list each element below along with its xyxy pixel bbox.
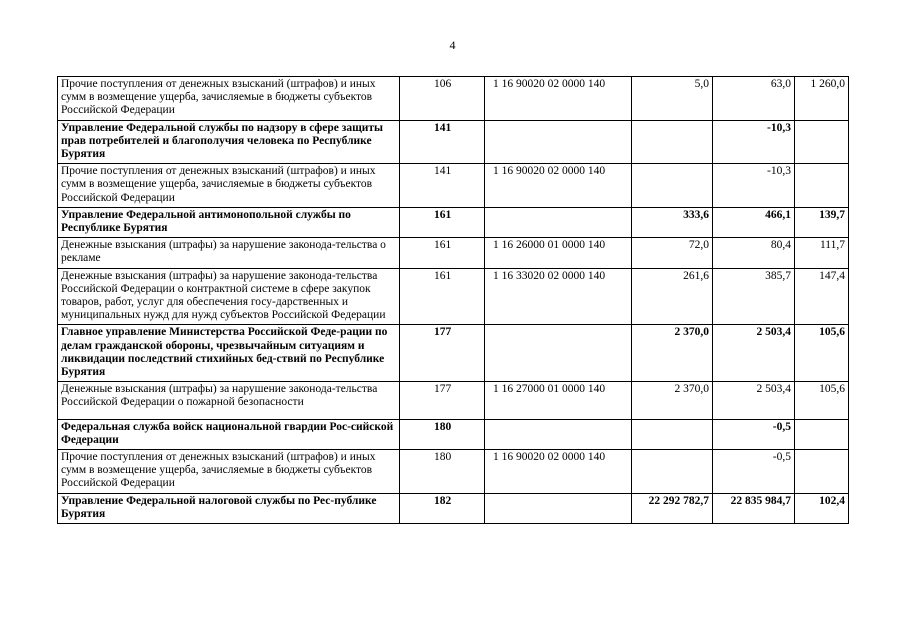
table-row [58,325,849,382]
row-value1-cell: 22 292 782,7 [632,493,713,523]
row-kbk-cell: 1 16 90020 02 0000 140 [485,164,632,208]
row-value1-cell: 333,6 [632,207,713,237]
row-value2-cell: 385,7 [713,268,795,325]
row-value3-cell: 111,7 [795,238,849,268]
row-kbk-cell: 1 16 26000 01 0000 140 [485,238,632,268]
row-value2-cell: 466,1 [713,207,795,237]
row-code-cell: 106 [400,77,485,121]
row-value3-cell [795,164,849,208]
row-kbk-cell [485,325,632,382]
table-row [58,120,849,164]
row-value3-cell: 1 260,0 [795,77,849,121]
row-code-cell: 141 [400,164,485,208]
row-code-cell: 180 [400,419,485,449]
table-row [58,493,849,523]
row-code-cell: 141 [400,120,485,164]
row-value1-cell: 72,0 [632,238,713,268]
row-code-cell: 177 [400,325,485,382]
row-value2-cell: 2 503,4 [713,382,795,419]
row-name-cell: Федеральная служба войск национальной гвардии Рос-сийской Федерации [58,419,400,449]
table-row [58,238,849,268]
row-code-cell: 161 [400,268,485,325]
revenue-table [57,76,849,524]
row-value1-cell: 5,0 [632,77,713,121]
row-value3-cell [795,450,849,494]
row-value1-cell [632,450,713,494]
row-name-cell: Прочие поступления от денежных взысканий (штрафов) и иных сумм в возмещение ущерба, зачисляемые в бюджеты субъектов Российской Федерации [58,450,400,494]
row-value3-cell: 139,7 [795,207,849,237]
row-value2-cell: 63,0 [713,77,795,121]
table-row [58,77,849,121]
row-kbk-cell: 1 16 90020 02 0000 140 [485,450,632,494]
row-name-cell: Денежные взыскания (штрафы) за нарушение законода-тельства Российской Федерации о пожарной безопасности [58,382,400,419]
table-row [58,207,849,237]
row-kbk-cell [485,419,632,449]
row-value1-cell: 261,6 [632,268,713,325]
row-value2-cell: 22 835 984,7 [713,493,795,523]
row-kbk-cell [485,493,632,523]
row-value1-cell [632,164,713,208]
row-code-cell: 161 [400,238,485,268]
row-value2-cell: -0,5 [713,419,795,449]
row-value2-cell: -0,5 [713,450,795,494]
row-value3-cell: 105,6 [795,325,849,382]
table-row [58,419,849,449]
row-kbk-cell: 1 16 90020 02 0000 140 [485,77,632,121]
row-value1-cell [632,120,713,164]
row-name-cell: Денежные взыскания (штрафы) за нарушение законода-тельства Российской Федерации о контрактной системе в сфере закупок товаров, работ, услуг для обеспечения госу-дарственных и муниципальных нужд для нужд субъектов Российской Федерации [58,268,400,325]
table-row [58,450,849,494]
row-code-cell: 177 [400,382,485,419]
row-name-cell: Управление Федеральной антимонопольной службы по Республике Бурятия [58,207,400,237]
row-code-cell: 161 [400,207,485,237]
row-kbk-cell: 1 16 33020 02 0000 140 [485,268,632,325]
row-name-cell: Управление Федеральной службы по надзору в сфере защиты прав потребителей и благополучия человека по Республике Бурятия [58,120,400,164]
row-code-cell: 180 [400,450,485,494]
row-name-cell: Прочие поступления от денежных взысканий (штрафов) и иных сумм в возмещение ущерба, зачисляемые в бюджеты субъектов Российской Федерации [58,77,400,121]
page-number: 4 [449,38,456,52]
row-kbk-cell [485,207,632,237]
row-value2-cell: 80,4 [713,238,795,268]
row-value2-cell: 2 503,4 [713,325,795,382]
table-row [58,164,849,208]
row-value1-cell: 2 370,0 [632,325,713,382]
row-value2-cell: -10,3 [713,164,795,208]
row-name-cell: Денежные взыскания (штрафы) за нарушение законода-тельства о рекламе [58,238,400,268]
row-value3-cell: 147,4 [795,268,849,325]
row-value3-cell: 102,4 [795,493,849,523]
row-value3-cell [795,419,849,449]
row-value2-cell: -10,3 [713,120,795,164]
row-value3-cell: 105,6 [795,382,849,419]
row-value3-cell [795,120,849,164]
row-kbk-cell [485,120,632,164]
row-name-cell: Прочие поступления от денежных взысканий (штрафов) и иных сумм в возмещение ущерба, зачисляемые в бюджеты субъектов Российской Федерации [58,164,400,208]
row-value1-cell [632,419,713,449]
row-code-cell: 182 [400,493,485,523]
table-row [58,382,849,419]
row-value1-cell: 2 370,0 [632,382,713,419]
table-row [58,268,849,325]
row-name-cell: Управление Федеральной налоговой службы по Рес-публике Бурятия [58,493,400,523]
row-name-cell: Главное управление Министерства Российской Феде-рации по делам гражданской обороны, чрезвычайным ситуациям и ликвидации последствий стихийных бед-ствий по Республике Бурятия [58,325,400,382]
row-kbk-cell: 1 16 27000 01 0000 140 [485,382,632,419]
